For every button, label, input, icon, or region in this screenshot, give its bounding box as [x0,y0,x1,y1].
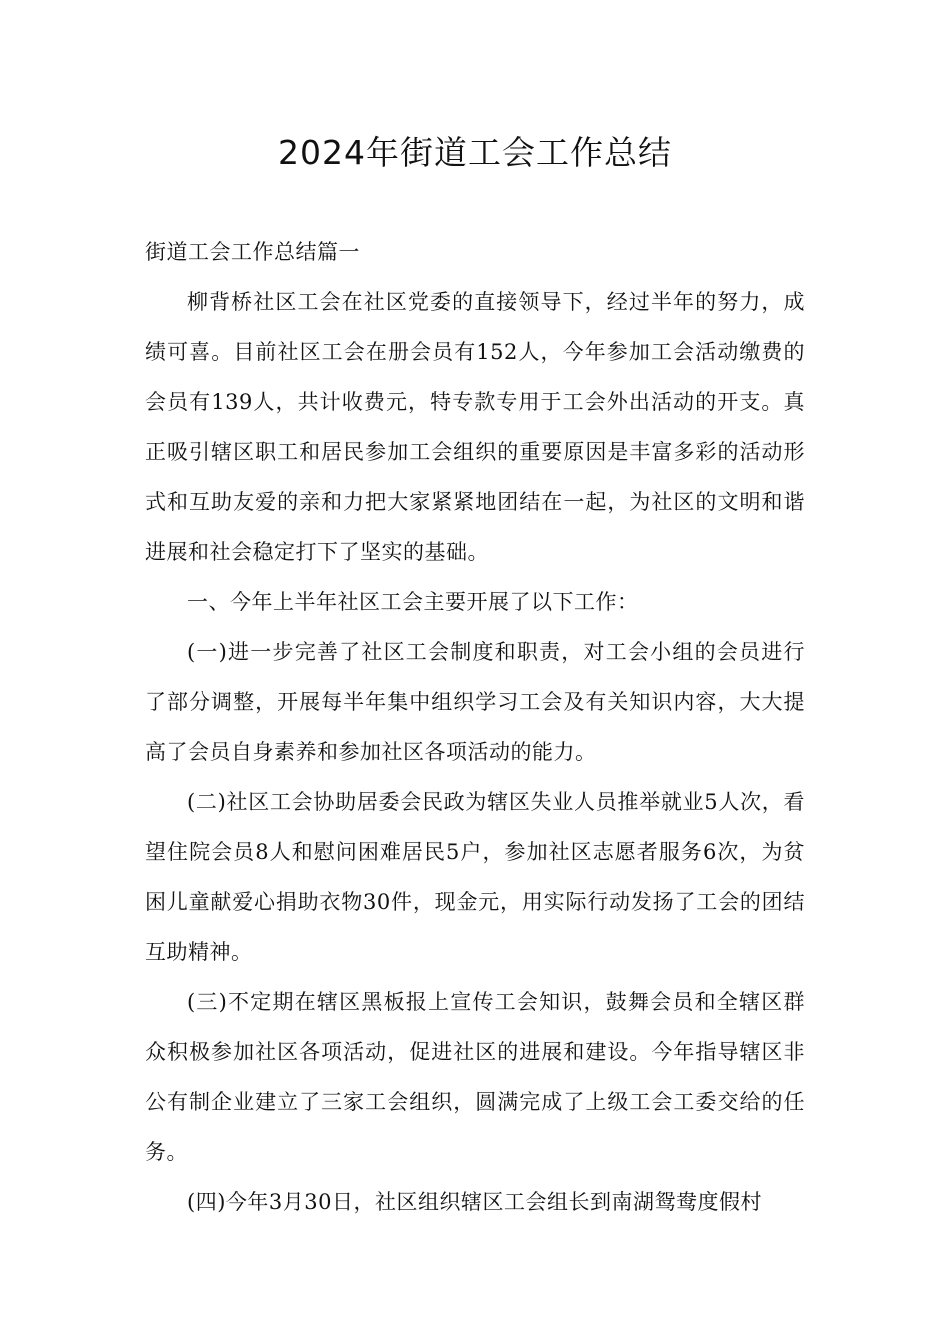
document-body [145,227,805,1227]
paragraph-item-2: (二)社区工会协助居委会民政为辖区失业人员推举就业5人次，看望住院会员8人和慰问困难居民5户，参加社区志愿者服务6次，为贫困儿童献爱心捐助衣物30件，现金元，用实际行动发扬了工会的团结互助精神。 [145,790,805,964]
paragraph-work-heading: 一、今年上半年社区工会主要开展了以下工作： [187,590,639,614]
paragraph-item-3: (三)不定期在辖区黑板报上宣传工会知识，鼓舞会员和全辖区群众积极参加社区各项活动，促进社区的进展和建设。今年指导辖区非公有制企业建立了三家工会组织，圆满完成了上级工会工委交给的任务。 [145,990,805,1164]
document-title: 2024年街道工会工作总结 [278,133,672,172]
paragraph-item-4: (四)今年3月30日，社区组织辖区工会组长到南湖鸳鸯度假村 [187,1190,762,1214]
paragraph-item-1: (一)进一步完善了社区工会制度和职责，对工会小组的会员进行了部分调整，开展每半年集中组织学习工会及有关知识内容，大大提高了会员自身素养和参加社区各项活动的能力。 [145,640,805,764]
section-heading: 街道工会工作总结篇一 [145,240,360,264]
paragraph-intro: 柳背桥社区工会在社区党委的直接领导下，经过半年的努力，成绩可喜。目前社区工会在册会员有152人，今年参加工会活动缴费的会员有139人，共计收费元，特专款专用于工会外出活动的开支。真正吸引辖区职工和居民参加工会组织的重要原因是丰富多彩的活动形式和互助友爱的亲和力把大家紧紧地团结在一起，为社区的文明和谐进展和社会稳定打下了坚实的基础。 [145,290,805,564]
